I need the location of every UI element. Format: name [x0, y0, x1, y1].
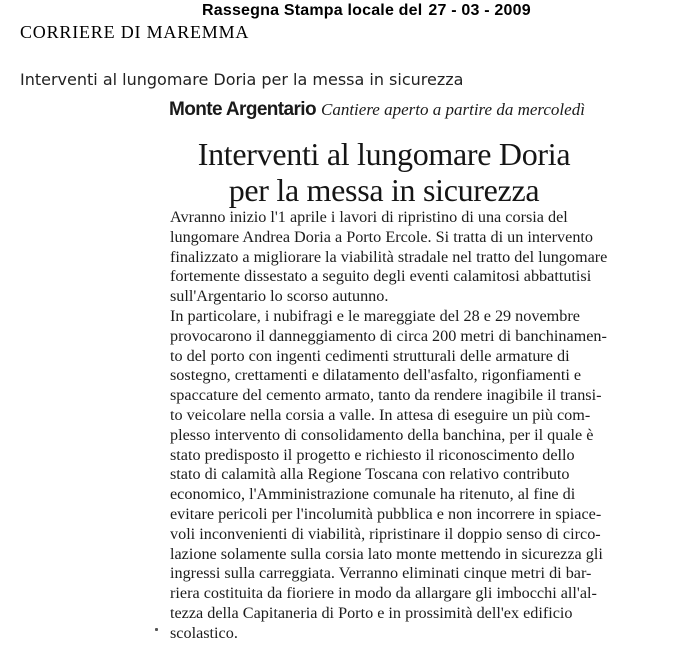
article-body-line: plesso intervento di consolidamento della banchina, per il quale è: [170, 425, 594, 444]
article-body-line: stato predisposto il progetto e richiesto il riconoscimento dello: [170, 445, 575, 464]
kicker-place: Monte Argentario: [169, 99, 316, 120]
article-body-line: fortemente dissestato a seguito degli eventi calamitosi abbattutisi: [170, 267, 592, 286]
press-review-date: 27 - 03 - 2009: [428, 2, 531, 19]
article-body-line: stato di calamità alla Regione Toscana con relativo contributo: [170, 465, 570, 484]
article-body-line: scolastico.: [170, 623, 238, 642]
article-body-line: sostegno, crettamenti e dilatamento dell'asfalto, rigonfiamenti e: [170, 366, 582, 385]
article-body-line: In particolare, i nubifragi e le mareggiate del 28 e 29 novembre: [170, 306, 580, 325]
article-body-line: lazione solamente sulla corsia lato monte mettendo in sicurezza gli: [170, 544, 603, 563]
article-body-line: spaccature del cemento armato, tanto da rendere inagibile il transi-: [170, 386, 602, 405]
article-body-line: sull'Argentario lo scorso autunno.: [170, 287, 389, 306]
scan-speck: [155, 628, 158, 631]
article-headline: [165, 136, 603, 208]
article-body-line: to veicolare nella corsia a valle. In attesa di eseguire un più com-: [170, 405, 591, 424]
article-body: [170, 208, 608, 644]
headline-line-1: Interventi al lungomare Doria: [197, 136, 571, 172]
article-body-line: lungomare Andrea Doria a Porto Ercole. Si tratta di un intervento: [170, 227, 594, 246]
article-body-line: Avranno inizio l'1 aprile i lavori di ripristino di una corsia del: [170, 208, 568, 226]
headline-line-2: per la messa in sicurezza: [228, 172, 540, 208]
article-body-line: ingressi sulla carreggiata. Verranno eliminati cinque metri di bar-: [170, 564, 592, 583]
article-body-line: tezza della Capitaneria di Porto e in prossimità dell'ex edificio: [170, 603, 573, 622]
article-summary-title: Interventi al lungomare Doria per la messa in sicurezza: [20, 70, 464, 89]
press-review-label: Rassegna Stampa locale del: [202, 2, 423, 19]
article-kicker: [169, 99, 585, 121]
article-body-line: riera costituita da fioriere in modo da allargare gli imbocchi all'al-: [170, 584, 597, 603]
newspaper-name: CORRIERE DI MAREMMA: [20, 22, 250, 42]
kicker-subtitle: Cantiere aperto a partire da mercoledì: [320, 100, 585, 119]
newspaper-clipping: [165, 96, 608, 661]
article-body-line: voli inconvenienti di viabilità, ripristinare il doppio senso di circo-: [170, 524, 601, 543]
press-review-header: [202, 2, 531, 20]
article-body-line: economico, l'Amministrazione comunale ha ritenuto, al fine di: [170, 485, 576, 504]
article-body-line: evitare pericoli per l'incolumità pubblica e non incorrere in spiace-: [170, 504, 602, 523]
article-body-line: provocarono il danneggiamento di circa 200 metri di banchinamen-: [170, 326, 607, 345]
article-body-line: finalizzato a migliorare la viabilità stradale nel tratto del lungomare: [170, 247, 608, 266]
article-body-line: to del porto con ingenti cedimenti strutturali delle armature di: [170, 346, 570, 365]
